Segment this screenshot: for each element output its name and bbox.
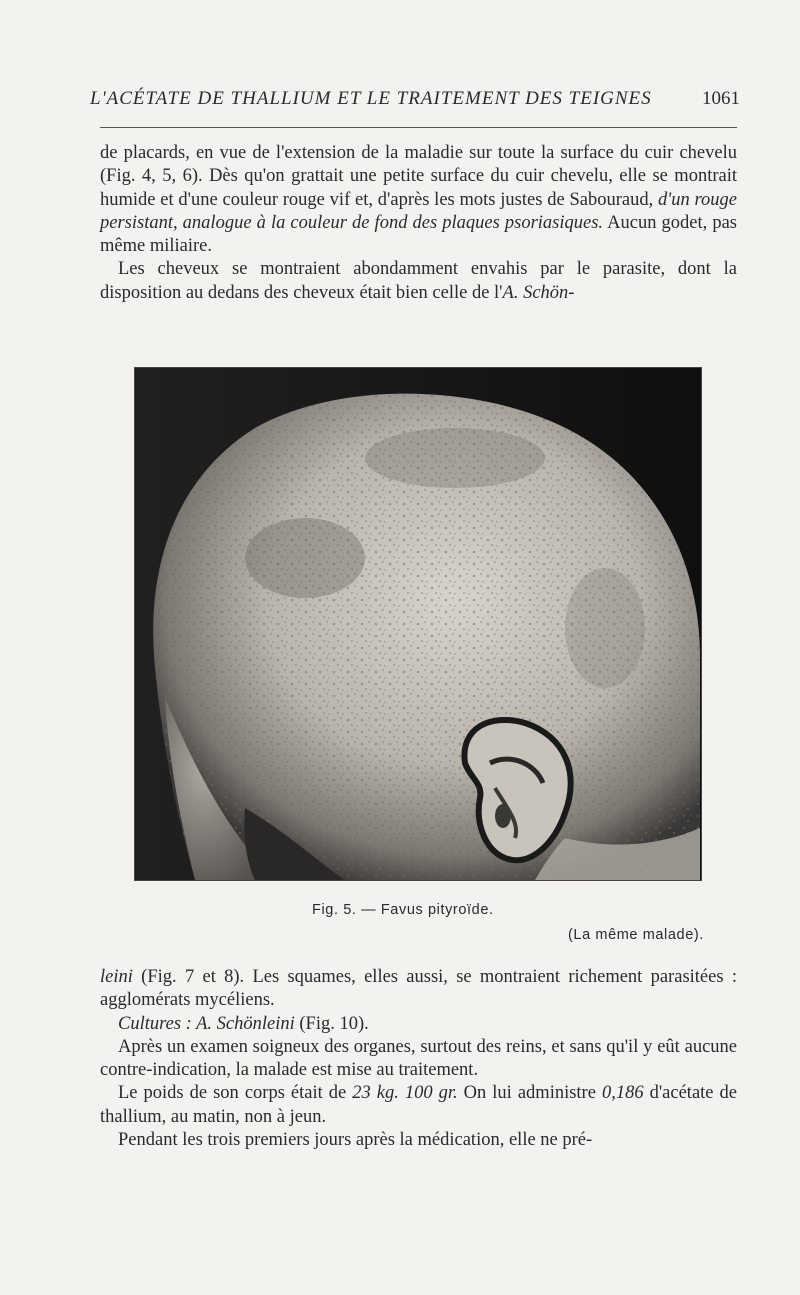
figure-photograph — [134, 367, 702, 881]
paragraph-5: Après un examen soigneux des organes, surtout des reins, et sans qu'il y eût aucune contre-indication, la malade est mise au traitement. — [100, 1036, 737, 1081]
figure-caption-note: (La même malade). — [568, 927, 704, 943]
running-head — [90, 88, 740, 110]
paragraph-3-text: (Fig. 7 et 8). Les squames, elles aussi, se montraient richement parasitées : agglomérats mycéliens. — [100, 967, 737, 1011]
paragraph-1 — [100, 142, 737, 258]
paragraph-4 — [100, 1013, 737, 1036]
paragraph-6-text-b: On lui administre — [457, 1083, 602, 1104]
paragraph-2 — [100, 258, 737, 305]
text-block-bottom — [100, 966, 737, 1152]
paragraph-4-text: (Fig. 10). — [294, 1013, 369, 1034]
text-block-top — [100, 142, 737, 305]
paragraph-7: Pendant les trois premiers jours après la médication, elle ne pré- — [118, 1130, 593, 1151]
paragraph-6-text-a: Le poids de son corps était de — [118, 1083, 353, 1104]
running-head-title: L'ACÉTATE DE THALLIUM ET LE TRAITEMENT DES TEIGNES — [90, 88, 652, 109]
paragraph-1-text-b: Aucun godet, pas même miliaire. — [100, 212, 737, 257]
paragraph-6-text-c: d'acétate de thallium, au matin, non à jeun. — [100, 1083, 737, 1127]
paragraph-3 — [100, 966, 737, 1013]
figure-caption: Fig. 5. — Favus pityroïde. — [312, 902, 494, 918]
paragraph-1-italic: d'un rouge persistant, analogue à la couleur de fond des plaques psoriasiques. — [100, 189, 737, 233]
paragraph-2-text: Les cheveux se montraient abondamment envahis par le parasite, dont la disposition au dedans des cheveux était bien celle de l' — [100, 259, 737, 303]
paragraph-6-italic: 23 kg. 100 gr. — [352, 1083, 458, 1104]
paragraph-6-italic-2: 0,186 — [601, 1083, 644, 1104]
paragraph-2-italic: A. Schön- — [502, 282, 575, 303]
paragraph-1-text-a: de placards, en vue de l'extension de la maladie sur toute la surface du cuir chevelu (Fig. 4, 5, 6). Dès qu'on grattait une petite surface du cuir chevelu, elle se montrait humide et d'une couleur rouge vif et, d'après les mots justes de Sabouraud, — [100, 143, 737, 210]
paragraph-3-italic: leini — [100, 967, 133, 987]
paragraph-4-italic: Cultures : A. Schönleini — [118, 1013, 295, 1034]
page-number: 1061 — [702, 88, 740, 109]
paragraph-6 — [100, 1082, 737, 1129]
header-rule — [100, 127, 737, 128]
